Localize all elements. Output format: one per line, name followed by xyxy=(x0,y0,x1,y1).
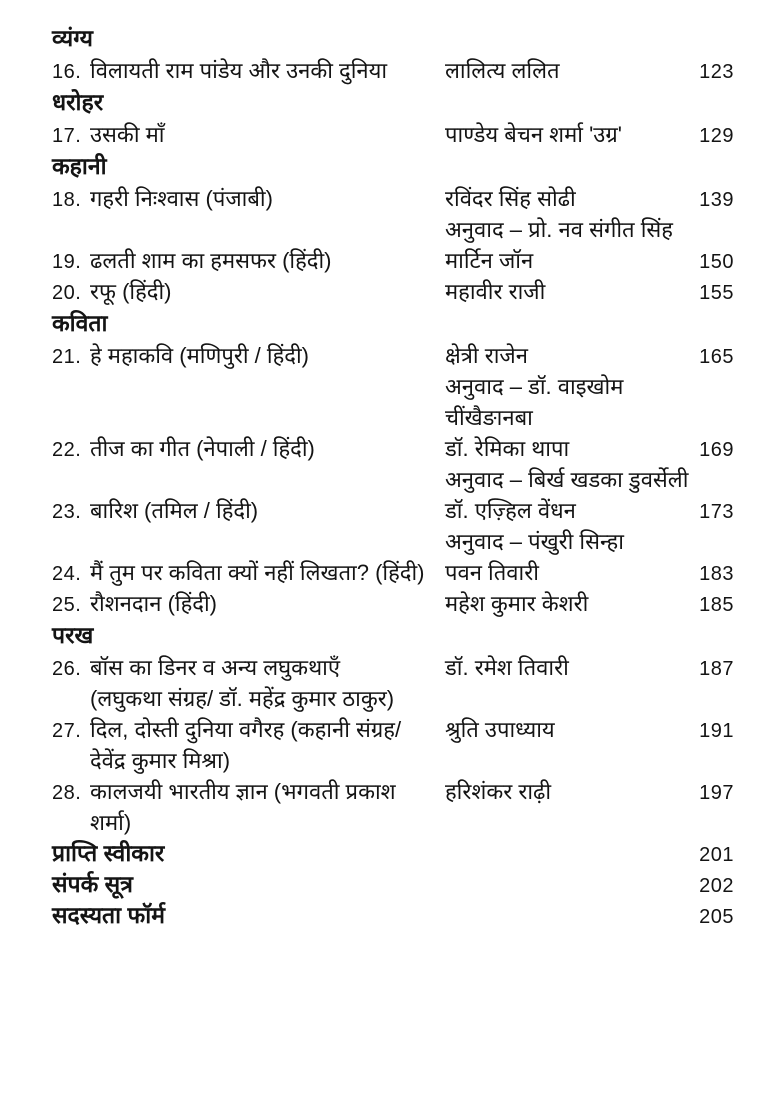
entry-page-number: 139 xyxy=(699,189,734,211)
translator-credit: अनुवाद – बिर्ख खडका डुवर्सेली xyxy=(445,467,689,492)
footer-page-number: 201 xyxy=(699,844,734,866)
entry-author: डॉ. रेमिका थापा xyxy=(445,436,570,461)
toc-section-heading xyxy=(52,86,734,119)
translator-credit: अनुवाद – प्रो. नव संगीत सिंह xyxy=(445,217,673,242)
toc-entry-row xyxy=(52,557,734,588)
section-label: धरोहर xyxy=(52,89,104,115)
entry-page-number: 187 xyxy=(699,658,734,680)
toc-footer-row xyxy=(52,838,734,869)
entry-number: 23. xyxy=(52,501,82,523)
entry-title: रफू (हिंदी) xyxy=(90,279,172,304)
entry-number: 20. xyxy=(52,282,82,304)
toc-translator-row xyxy=(52,214,734,245)
entry-author: डॉ. एज़्हिल वेंधन xyxy=(445,498,576,523)
entry-author: महावीर राजी xyxy=(445,279,546,304)
footer-page-number: 202 xyxy=(699,875,734,897)
entry-author: पाण्डेय बेचन शर्मा 'उग्र' xyxy=(445,122,622,147)
entry-number: 25. xyxy=(52,594,82,616)
entry-title: दिल, दोस्ती दुनिया वगैरह (कहानी संग्रह/ xyxy=(90,717,402,742)
entry-page-number: 123 xyxy=(699,61,734,83)
footer-label: प्राप्ति स्वीकार xyxy=(52,840,165,866)
footer-label: सदस्यता फॉर्म xyxy=(52,902,165,928)
entry-title-continuation: शर्मा) xyxy=(90,810,132,835)
entry-page-number: 155 xyxy=(699,282,734,304)
footer-label: संपर्क सूत्र xyxy=(52,871,133,897)
toc-section-heading xyxy=(52,619,734,652)
entry-title: उसकी माँ xyxy=(90,122,165,147)
section-label: व्यंग्य xyxy=(52,25,94,51)
entry-number: 18. xyxy=(52,189,82,211)
entry-number: 27. xyxy=(52,720,82,742)
entry-author: पवन तिवारी xyxy=(445,560,539,585)
entry-author: डॉ. रमेश तिवारी xyxy=(445,655,569,680)
entry-number: 24. xyxy=(52,563,82,585)
toc-entry-row xyxy=(52,183,734,214)
toc-entry-row xyxy=(52,340,734,371)
entry-page-number: 173 xyxy=(699,501,734,523)
toc-translator-row xyxy=(52,464,734,495)
entry-title: बारिश (तमिल / हिंदी) xyxy=(90,498,259,523)
toc-translator-row xyxy=(52,526,734,557)
toc-entry-row xyxy=(52,276,734,307)
entry-page-number: 169 xyxy=(699,439,734,461)
section-label: कविता xyxy=(52,310,108,336)
entry-page-number: 191 xyxy=(699,720,734,742)
entry-title: मैं तुम पर कविता क्यों नहीं लिखता? (हिंदी) xyxy=(90,560,425,585)
entry-number: 26. xyxy=(52,658,82,680)
entry-page-number: 150 xyxy=(699,251,734,273)
entry-author: लालित्य ललित xyxy=(445,58,560,83)
entry-author: श्रुति उपाध्याय xyxy=(445,717,555,742)
entry-title: हे महाकवि (मणिपुरी / हिंदी) xyxy=(90,343,309,368)
toc-entry-row xyxy=(52,245,734,276)
toc-section-heading xyxy=(52,150,734,183)
entry-author: हरिशंकर राढ़ी xyxy=(445,779,552,804)
toc-entry-row xyxy=(52,495,734,526)
entry-title-continuation: देवेंद्र कुमार मिश्रा) xyxy=(90,748,231,773)
translator-credit: अनुवाद – पंखुरी सिन्हा xyxy=(445,529,624,554)
toc-continuation-row xyxy=(52,745,734,776)
entry-title: रौशनदान (हिंदी) xyxy=(90,591,217,616)
translator-credit: चींखैङानबा xyxy=(445,405,533,430)
entry-number: 21. xyxy=(52,346,82,368)
entry-number: 17. xyxy=(52,125,82,147)
entry-page-number: 185 xyxy=(699,594,734,616)
entry-author: मार्टिन जॉन xyxy=(445,248,534,273)
entry-page-number: 165 xyxy=(699,346,734,368)
toc-entry-row xyxy=(52,714,734,745)
toc-entry-row xyxy=(52,776,734,807)
entry-title: बॉस का डिनर व अन्य लघुकथाएँ xyxy=(90,655,340,680)
toc-translator-row xyxy=(52,402,734,433)
translator-credit: अनुवाद – डॉ. वाइखोम xyxy=(445,374,624,399)
footer-page-number: 205 xyxy=(699,906,734,928)
toc-entry-row xyxy=(52,652,734,683)
entry-author: रविंदर सिंह सोढी xyxy=(445,186,576,211)
entry-page-number: 197 xyxy=(699,782,734,804)
entry-title: ढलती शाम का हमसफर (हिंदी) xyxy=(90,248,332,273)
entry-title-continuation: (लघुकथा संग्रह/ डॉ. महेंद्र कुमार ठाकुर) xyxy=(90,686,395,711)
toc-entry-row xyxy=(52,433,734,464)
section-label: परख xyxy=(52,622,94,648)
entry-number: 19. xyxy=(52,251,82,273)
entry-author: क्षेत्री राजेन xyxy=(445,343,528,368)
toc-continuation-row xyxy=(52,807,734,838)
toc-footer-row xyxy=(52,869,734,900)
toc-footer-row xyxy=(52,900,734,931)
toc-section-heading xyxy=(52,307,734,340)
entry-title: तीज का गीत (नेपाली / हिंदी) xyxy=(90,436,315,461)
entry-number: 16. xyxy=(52,61,82,83)
toc-translator-row xyxy=(52,371,734,402)
entry-number: 22. xyxy=(52,439,82,461)
section-label: कहानी xyxy=(52,153,107,179)
entry-title: विलायती राम पांडेय और उनकी दुनिया xyxy=(90,58,388,83)
toc-continuation-row xyxy=(52,683,734,714)
entry-author: महेश कुमार केशरी xyxy=(445,591,589,616)
entry-page-number: 183 xyxy=(699,563,734,585)
toc-entry-row xyxy=(52,119,734,150)
entry-title: गहरी निःश्वास (पंजाबी) xyxy=(90,186,273,211)
entry-title: कालजयी भारतीय ज्ञान (भगवती प्रकाश xyxy=(90,779,396,804)
toc-section-heading xyxy=(52,22,734,55)
entry-number: 28. xyxy=(52,782,82,804)
toc-entry-row xyxy=(52,55,734,86)
entry-page-number: 129 xyxy=(699,125,734,147)
toc-entry-row xyxy=(52,588,734,619)
